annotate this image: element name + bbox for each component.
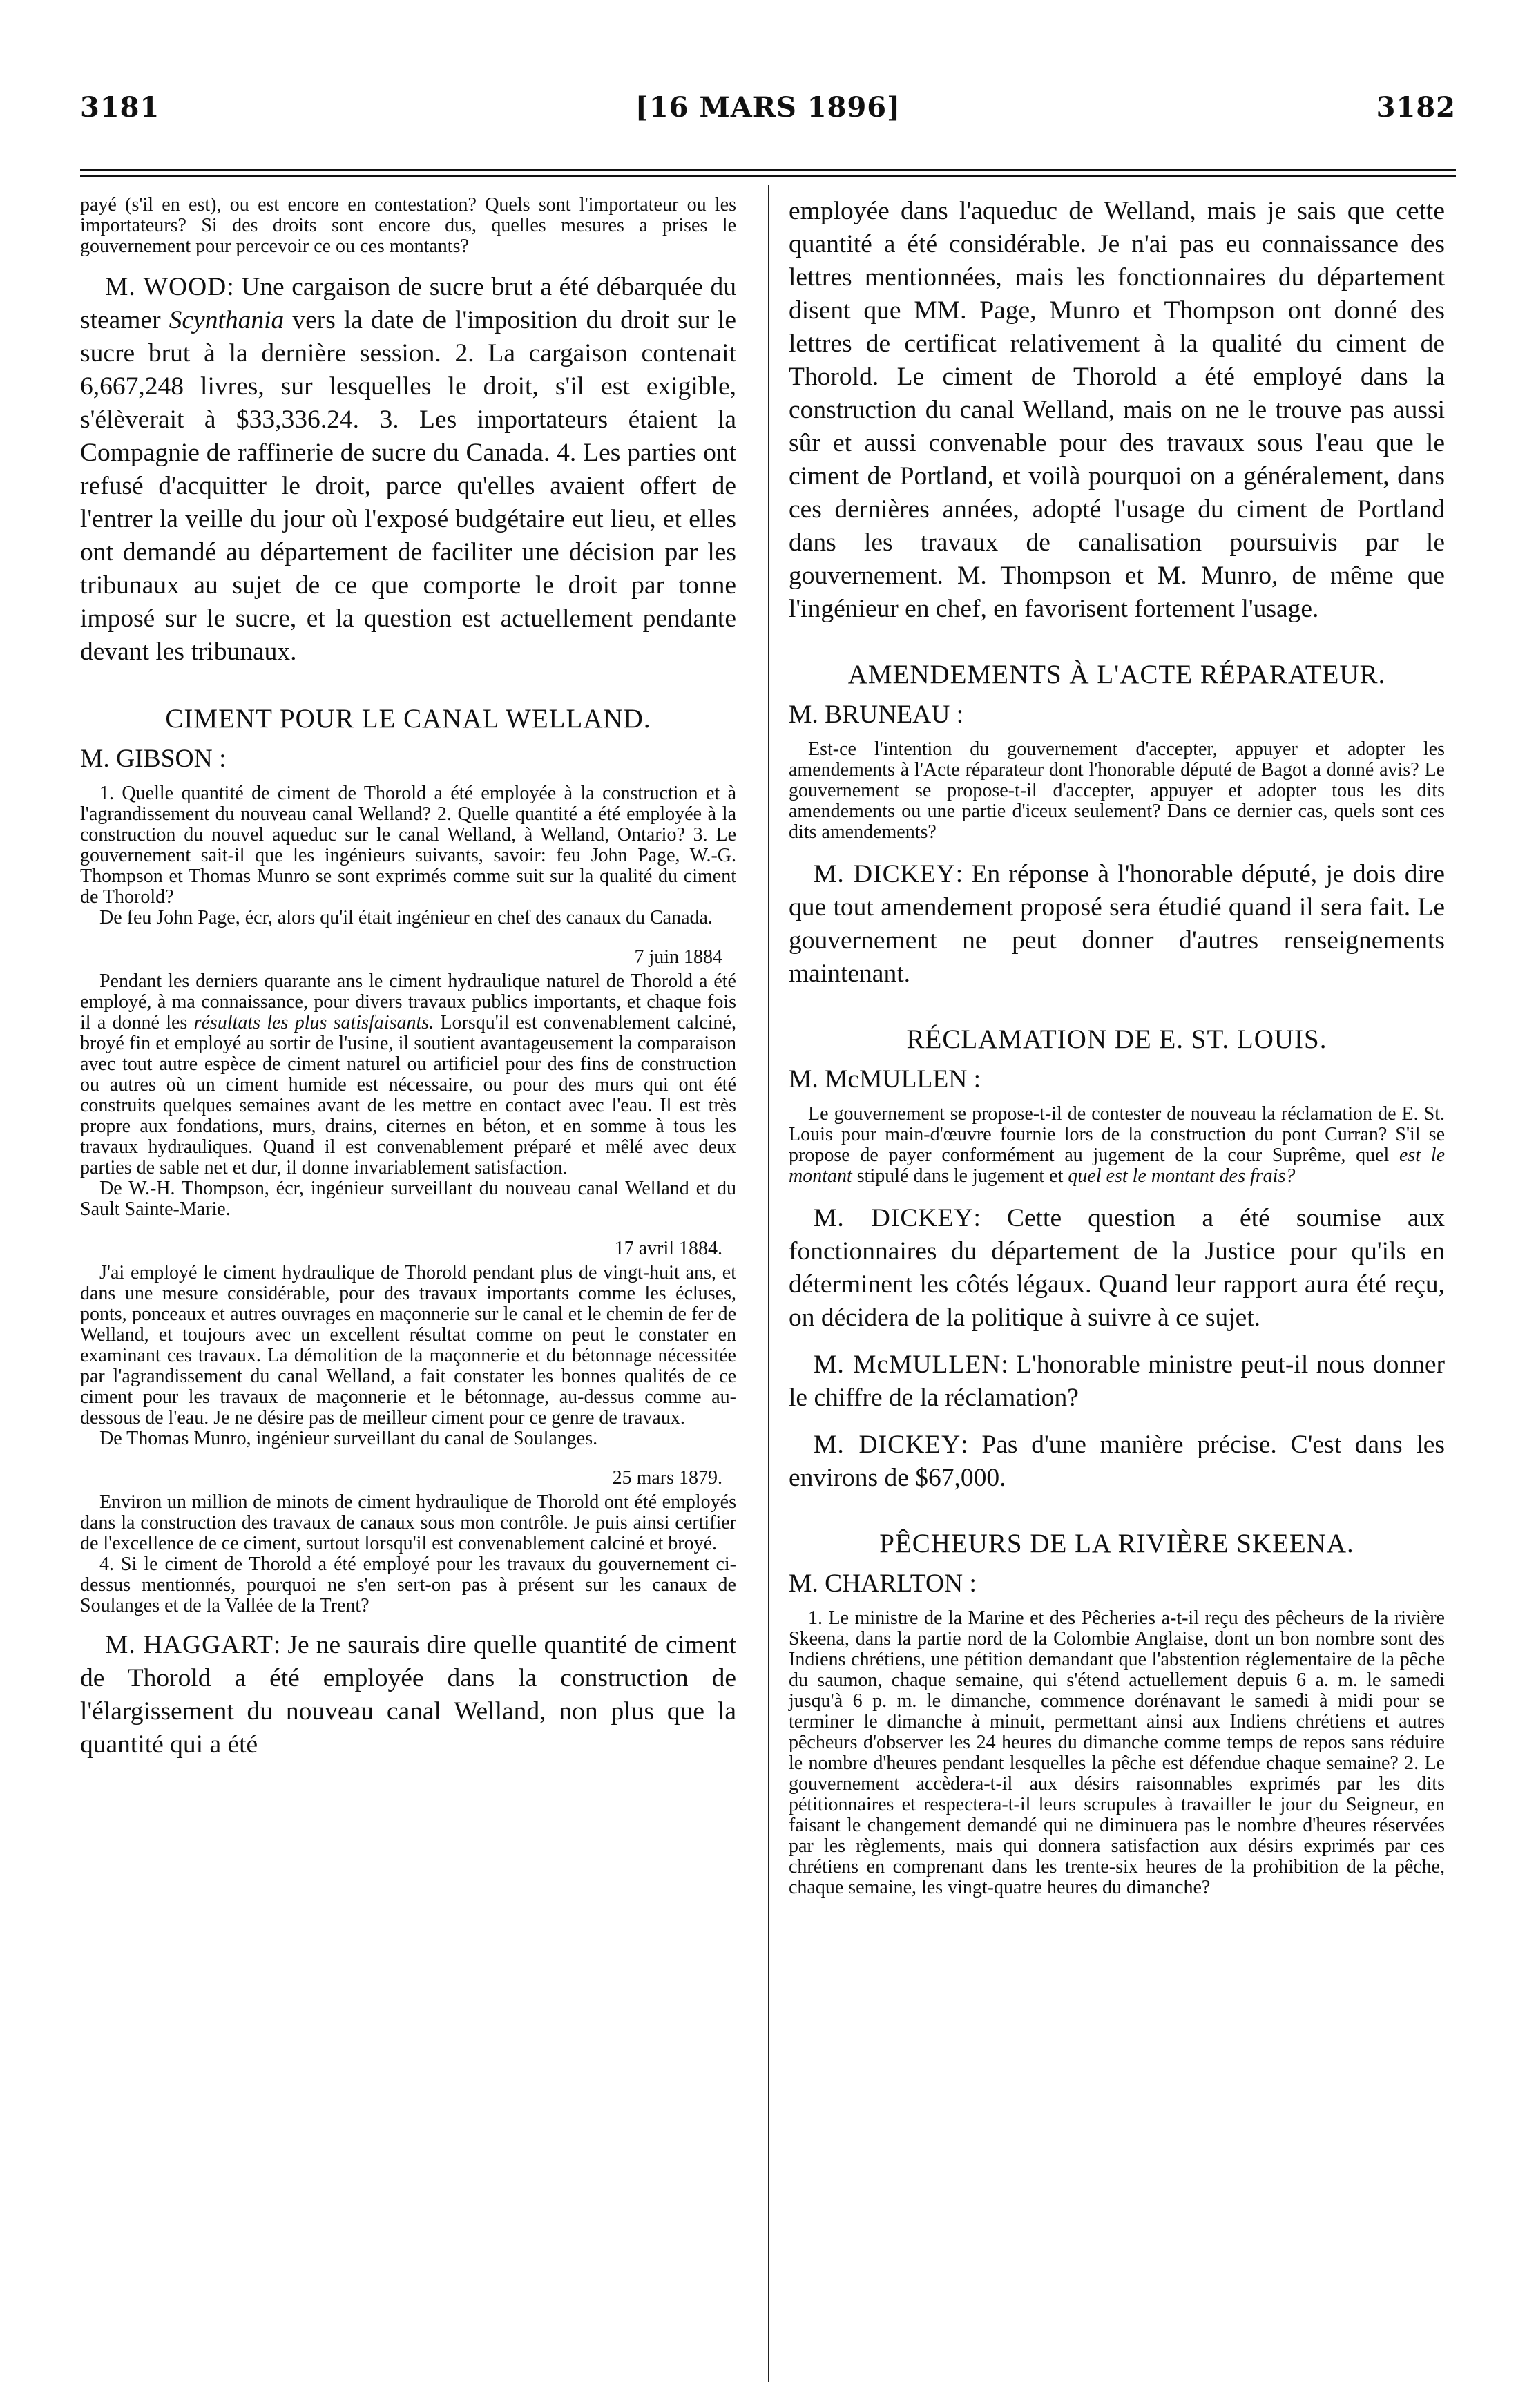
letter-munro: Environ un million de minots de ciment hydraulique de Thorold ont été employés dans la construction des travaux de canaux sous mon contrôle. Je puis ainsi certifier de l'excellence de ce ciment, surtout lorsqu'il est convenablement calciné et broyé. <box>80 1491 736 1554</box>
question-4: 4. Si le ciment de Thorold a été employé pour les travaux du gouvernement ci-dessus mentionnés, pourquoi ne s'en sert-on pas à présent sur les canaux de Soulanges et de la Vallée de la Trent? <box>80 1554 736 1616</box>
letter-date-1: 7 juin 1884 <box>634 946 722 968</box>
section-heading-amendements: AMENDEMENTS À L'ACTE RÉPARATEUR. <box>847 660 1386 689</box>
speaker-name: M. WOOD <box>105 273 227 301</box>
ship-name: Scynthania <box>169 306 285 334</box>
page-date: [16 MARS 1896] <box>635 91 901 124</box>
answer-haggart: M. HAGGART: Je ne saurais dire quelle quantité de ciment de Thorold a été employée dans la construction de l'élargissement du nouveau canal Welland, non plus que la quantité qui a été <box>80 1631 736 1759</box>
letter-date-3: 25 mars 1879. <box>612 1467 722 1489</box>
question-mcmullen: Le gouvernement se propose-t-il de contester de nouveau la réclamation de E. St. Louis pour main-d'œuvre fournie lors de la construction du pont Curran? S'il se propose de payer conformément au jugement de la cour Suprême, quel est le montant stipulé dans le jugement et quel est le montant des frais? <box>789 1103 1445 1187</box>
speaker-name: M. McMULLEN <box>814 1350 1001 1379</box>
answer-haggart-continued: employée dans l'aqueduc de Welland, mais je sais que cette quantité a été considérable. Je n'ai pas eu connaissance des lettres mentionnées, mais les fonctionnaires du département disent que MM. Page, Munro et Thompson ont donné des lettres de certificat relativement à la qualité du ciment de Thorold. Le ciment de Thorold a été employé dans la construction du canal Welland, mais on ne le trouve pas aussi sûr et aussi convenable pour des travaux sous l'eau que le ciment de Portland, et voilà pourquoi on a généralement, dans ces dernières années, adopté l'usage du ciment de Portland dans les travaux de canalisation poursuivis par le gouvernement. M. Thompson et M. Munro, de même que l'ingénieur en chef, en favorisent fortement l'usage. <box>789 197 1445 623</box>
letter-intro-thompson: De W.-H. Thompson, écr, ingénieur surveillant du nouveau canal Welland et du Sault Sainte-Marie. <box>80 1178 736 1220</box>
question-bruneau: Est-ce l'intention du gouvernement d'accepter, appuyer et adopter les amendements à l'Acte réparateur dont l'honorable député de Bagot a donné avis? Le gouvernement se propose-t-il d'accepter, appuyer et adopter tous les dits amendements ou une partie d'iceux seulement? Dans ce dernier cas, quels sont ces dits amendements? <box>789 738 1445 843</box>
section-heading-reclamation: RÉCLAMATION DE E. ST. LOUIS. <box>906 1024 1327 1054</box>
speaker-name: M. DICKEY <box>814 1431 961 1459</box>
header-rule-thick <box>80 169 1456 171</box>
answer-dickey-3: M. DICKEY: Pas d'une manière précise. C'est dans les environs de $67,000. <box>789 1431 1445 1492</box>
page-number-left: 3181 <box>80 91 160 124</box>
speaker-name: M. HAGGART <box>105 1631 273 1659</box>
answer-dickey-2: M. DICKEY: Cette question a été soumise aux fonctionnaires du département de la Justice pour qu'ils en déterminent les côtés légaux. Quand leur rapport aura été reçu, on décidera de la politique à suivre à ce sujet. <box>789 1204 1445 1332</box>
header-rule-thin <box>80 175 1456 177</box>
answer-dickey-1: M. DICKEY: En réponse à l'honorable député, je dois dire que tout amendement proposé sera étudié quand il sera fait. Le gouvernement ne peut donner d'autres renseignements maintenant. <box>789 860 1445 988</box>
letter-intro-page: De feu John Page, écr, alors qu'il était ingénieur en chef des canaux du Canada. <box>99 907 713 928</box>
speaker-bruneau: M. BRUNEAU : <box>789 700 964 729</box>
section-heading-ciment: CIMENT POUR LE CANAL WELLAND. <box>165 704 651 734</box>
column-divider <box>768 185 769 2382</box>
question-charlton: 1. Le ministre de la Marine et des Pêcheries a-t-il reçu des pêcheurs de la rivière Skeena, dans la partie nord de la Colombie Anglaise, dont un bon nombre sont des Indiens chrétiens, une pétition demandant que l'abstention réglementaire de la pêche du saumon, chaque semaine, qui s'étend actuellement depuis 6 a. m. le samedi jusqu'à 6 p. m. le dimanche, commence dorénavant le samedi à midi pour se terminer le dimanche à minuit, permettant ainsi aux Indiens chrétiens et autres pêcheurs d'observer les 24 heures du dimanche comme temps de repos sans réduire le nombre d'heures pendant lesquelles la pêche est défendue chaque semaine? 2. Le gouvernement accèdera-t-il aux désirs raisonnables exprimés par les dits pétitionnaires et respectera-t-il leurs scrupules à travailler le jour du Seigneur, en faisant le changement demandé qui ne diminuera pas le nombre d'heures réservées par les règlements, mais qui donnera satisfaction aux désirs exprimés par ces chrétiens en comprenant dans les trente-six heures de la prohibition de la pêche, chaque semaine, les vingt-quatre heures du dimanche? <box>789 1607 1445 1898</box>
page-number-right: 3182 <box>1376 91 1456 124</box>
letter-thompson: J'ai employé le ciment hydraulique de Thorold pendant plus de vingt-huit ans, et dans une mesure considérable, pour des travaux importants comme les écluses, ponts, ponceaux et autres ouvrages en maçonnerie sur le canal et le chemin de fer de Welland, et toujours avec un excellent résultat comme on peut le constater en examinant ces travaux. La démolition de la maçonnerie et du bétonnage nécessitée par l'agrandissement du canal Welland, a fait constater les bonnes qualités de ce ciment pour les travaux de maçonnerie et le bétonnage, au-dessus comme au-dessous de l'eau. Je ne désire pas de meilleur ciment pour ce genre de travaux. <box>80 1262 736 1428</box>
section-heading-pecheurs: PÊCHEURS DE LA RIVIÈRE SKEENA. <box>879 1529 1354 1558</box>
right-column <box>789 195 1445 1898</box>
speaker-name: M. DICKEY <box>814 1204 974 1232</box>
question-mcmullen-2: M. McMULLEN: L'honorable ministre peut-il nous donner le chiffre de la réclamation? <box>789 1350 1445 1412</box>
question-continuation: payé (s'il en est), ou est encore en contestation? Quels sont l'importateur ou les importateurs? Si des droits sont encore dus, quelles mesures a prises le gouvernement pour percevoir ce ou ces montants? <box>80 194 736 257</box>
speaker-name: M. DICKEY <box>814 860 956 888</box>
speaker-mcmullen: M. McMULLEN : <box>789 1065 981 1093</box>
question-gibson: 1. Quelle quantité de ciment de Thorold a été employée à la construction et à l'agrandissement du nouveau canal Welland? 2. Quelle quantité a été employée à la construction du nouvel aqueduc sur le canal Welland, à Welland, Ontario? 3. Le gouvernement sait-il que les ingénieurs suivants, savoir: feu John Page, W.-G. Thompson et Thomas Munro se sont exprimés comme suit sur la qualité du ciment de Thorold? <box>80 783 736 908</box>
speaker-charlton: M. CHARLTON : <box>789 1569 977 1598</box>
speaker-gibson: M. GIBSON : <box>80 745 227 773</box>
answer-wood: M. WOOD: Une cargaison de sucre brut a été débarquée du steamer Scynthania vers la date de l'imposition du droit sur le sucre brut à la dernière session. 2. La cargaison contenait 6,667,248 livres, sur lesquelles le droit, s'il est exigible, s'élèverait à $33,336.24. 3. Les importateurs étaient la Compagnie de raffinerie de sucre du Canada. 4. Les parties ont refusé d'acquitter le droit, parce qu'elles avaient offert de l'entrer la veille du jour où l'exposé budgétaire eut lieu, et elles ont demandé au département de faciliter une décision par les tribunaux au sujet de ce que comporte le droit par tonne imposé sur le sucre, et la question est actuellement pendante devant les tribunaux. <box>80 273 736 666</box>
letter-date-2: 17 avril 1884. <box>614 1238 722 1259</box>
letter-page: Pendant les derniers quarante ans le ciment hydraulique naturel de Thorold a été employé, à ma connaissance, pour divers travaux publics importants, et chaque fois il a donné les résultats les plus satisfaisants. Lorsqu'il est convenablement calciné, broyé fin et employé au sortir de l'usine, il soutient avantageusement la comparaison avec tout autre espèce de ciment naturel ou artificiel pour des fins de construction ou autres où un ciment humide est nécessaire, ou pour des murs qui ont été construits quelques semaines avant de les mettre en contact avec l'eau. Il est très propre aux fondations, murs, drains, citernes en béton, et en somme à tous les travaux hydrauliques. Quand il est convenablement préparé et mêlé avec deux parties de sable net et dur, il donne invariablement satisfaction. <box>80 971 736 1178</box>
left-column <box>80 195 736 1761</box>
letter-intro-munro: De Thomas Munro, ingénieur surveillant du canal de Soulanges. <box>99 1428 598 1449</box>
